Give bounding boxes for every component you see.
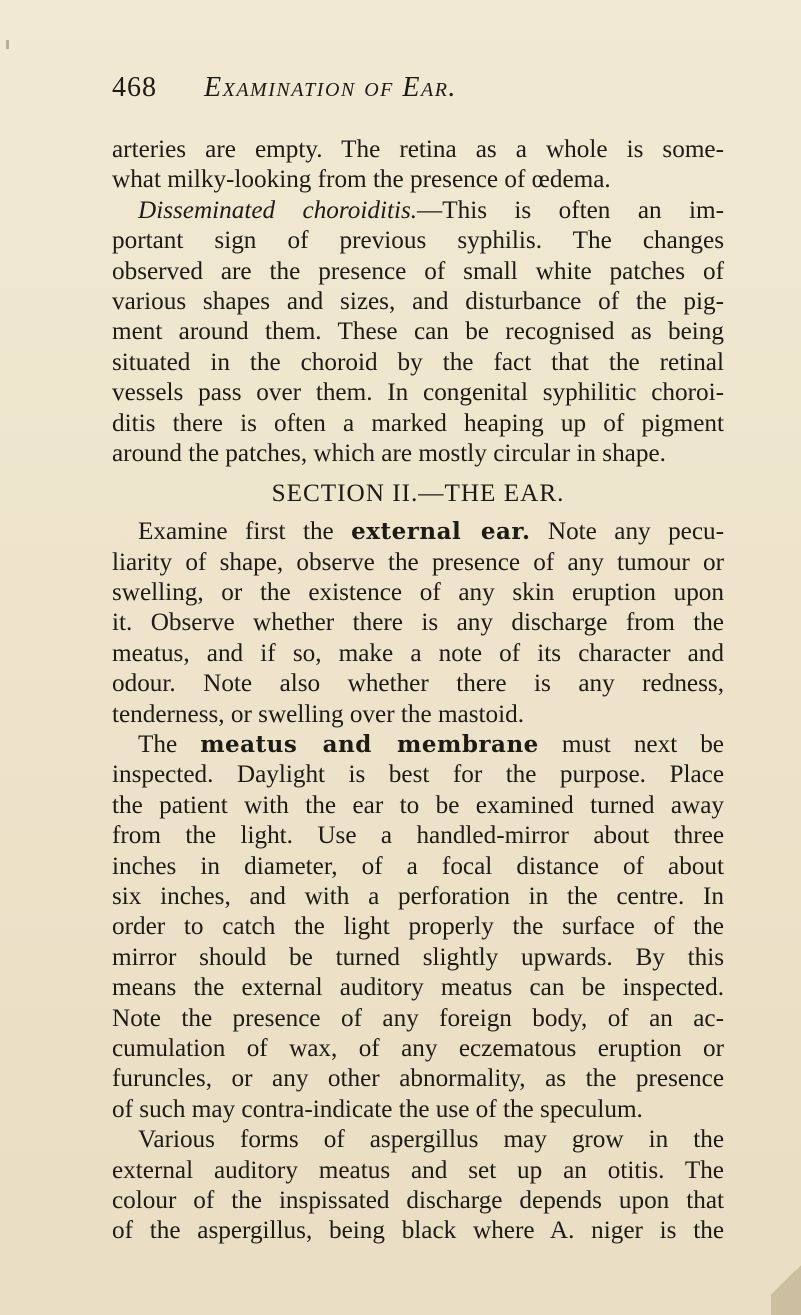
bold-term: external ear.	[351, 518, 531, 546]
text-run: Examine first the	[138, 518, 352, 546]
text-line: various shapes and sizes, and disturbance of the pig-	[112, 287, 724, 315]
text-line: order to catch the light properly the surface of the	[112, 913, 724, 941]
text-line: from the light. Use a handled-mirror about three	[112, 822, 724, 850]
text-line: liarity of shape, observe the presence of any tumour or	[112, 548, 724, 576]
body-text	[112, 135, 724, 1247]
text-line: situated in the choroid by the fact that the retinal	[112, 348, 724, 376]
text-line: odour. Note also whether there is any redness,	[112, 670, 724, 698]
text-line: the patient with the ear to be examined turned away	[112, 791, 724, 819]
text-run: —This is often an im-	[417, 196, 724, 224]
text-line: it. Observe whether there is any discharge from the	[112, 609, 724, 637]
section-heading: SECTION II.—THE EAR.	[271, 480, 565, 508]
text-line: means the external auditory meatus can be inspected.	[112, 974, 724, 1002]
text-line: ditis there is often a marked heaping up of pigment	[112, 409, 724, 437]
text-line: portant sign of previous syphilis. The changes	[112, 227, 724, 255]
text-line: meatus, and if so, make a note of its character and	[112, 639, 724, 667]
text-run: The	[138, 731, 201, 759]
page-edge-mark	[6, 40, 9, 49]
text-line: inches in diameter, of a focal distance of about	[112, 852, 724, 880]
text-line: around the patches, which are mostly circular in shape.	[112, 439, 666, 467]
text-line: mirror should be turned slightly upwards. By this	[112, 943, 724, 971]
text-line: tenderness, or swelling over the mastoid.	[112, 700, 525, 728]
text-line: external auditory meatus and set up an otitis. The	[112, 1156, 724, 1184]
text-line: arteries are empty. The retina as a whole is some-	[112, 136, 724, 163]
page-number: 468	[112, 72, 157, 103]
text-line: colour of the inspissated discharge depends upon that	[112, 1186, 724, 1214]
running-header	[112, 72, 712, 112]
text-line: swelling, or the existence of any skin eruption upon	[112, 579, 724, 607]
text-line: observed are the presence of small white patches of	[112, 257, 724, 285]
text-line	[112, 196, 724, 226]
text-line: inspected. Daylight is best for the purpose. Place	[112, 761, 724, 789]
text-line: Note the presence of any foreign body, of an ac-	[112, 1004, 724, 1032]
page-corner-shadow	[771, 1245, 801, 1315]
text-run: must next be	[538, 731, 724, 759]
running-title: Examination of Ear.	[204, 72, 457, 103]
text-line: of such may contra-indicate the use of the speculum.	[112, 1095, 643, 1123]
text-line: cumulation of wax, of any eczematous eruption or	[112, 1034, 724, 1062]
text-line: ment around them. These can be recognised as being	[112, 318, 724, 346]
italic-lead: Disseminated choroiditis.	[138, 196, 418, 224]
text-line: what milky-looking from the presence of œdema.	[112, 166, 611, 194]
text-line: of the aspergillus, being black where A. niger is the	[112, 1217, 724, 1245]
text-line	[112, 517, 724, 547]
bold-term: meatus and membrane	[200, 731, 539, 759]
text-run: Note any pecu-	[530, 518, 725, 546]
text-line: six inches, and with a perforation in the centre. In	[112, 882, 724, 910]
text-line: furuncles, or any other abnormality, as the presence	[112, 1065, 724, 1093]
text-line	[112, 730, 724, 760]
text-line: Various forms of aspergillus may grow in the	[138, 1126, 724, 1154]
text-line: vessels pass over them. In congenital syphilitic choroi-	[112, 379, 724, 407]
